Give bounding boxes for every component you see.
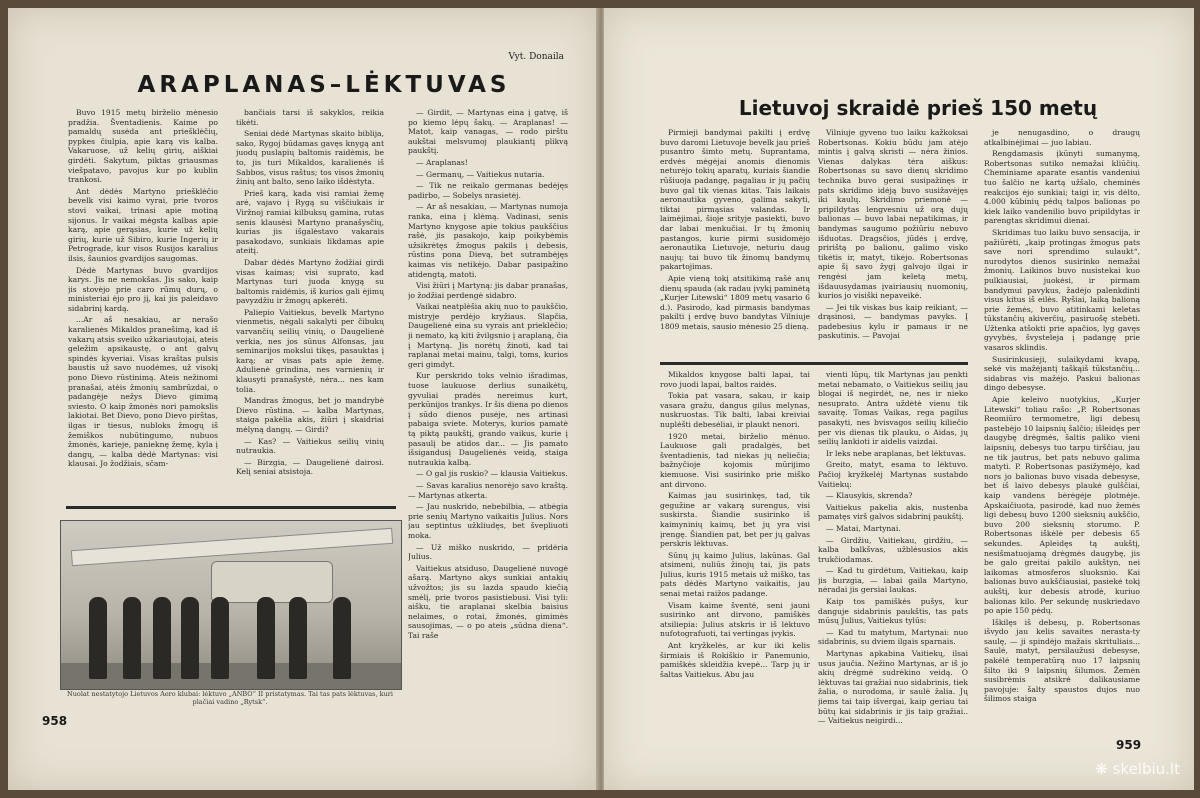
right-column-2 <box>818 128 968 368</box>
paragraph: — Jau nuskrido, nebebilbia, — atbėgia prie senių Martyno vaikaitis Julius. Nors jau septintus užkliudęs, bet švepliuoti moka. <box>408 502 568 540</box>
paragraph: Kaip tos pamiškės pušys, kur danguje sidabrinis paukštis, tas pats mūsų Julius, Vaitiekus tylūs: <box>818 597 968 626</box>
person <box>257 597 275 679</box>
left-column-1 <box>68 108 218 503</box>
paragraph: — Kad tu matytum, Martynai: nuo sidabrinis, su dviem ilgais sparnais. <box>818 627 968 647</box>
right-col2-body <box>818 128 968 341</box>
left-page <box>8 8 598 790</box>
right-column-bottom-left <box>660 370 810 750</box>
paragraph: — Už miško nuskrido, — pridėria Julius. <box>408 542 568 562</box>
paragraph: ...Ar aš nesakiau, ar nerašo karalienės Mikaldos pranešimą, kad iš vakarų atsis sveiko užkariautojai, ateis geležim apsikaustę, o ant galvų spindės kyveriai. Visas kraštas pulsis baustis už savo nuodėmes, už visokį pono Dievo rūstinimą. Ateis nežinomi pranašai, atėis žmonių sambrūzdai, o padangėje nežys Dievo gimimą sviesto. O kaip žmonės nori pamokslis lakiotai. Bet Dievo, pono Dievo pirštas, ilgas ir tiesus, nubloks žmogų iš žemiškos nubūtingumo, nubuos žmonės, karieje, panieknę žemę, kyla į dangų, — kalba dėdė Martynas: visi klausai. Jo žodžiais, sčam- <box>68 315 218 469</box>
watermark <box>1095 760 1180 778</box>
person <box>333 597 351 679</box>
paragraph: Mikaldos knygose balti lapai, tai rovo juodi lapai, baltos raidės. <box>660 370 810 389</box>
paragraph: Skridimas tuo laiku buvo sensacija, ir pažiūrėti, „kaip protingas žmogus pats save nori sprendimo sulaukt“, nurodytos dienos susirinko nemažai žmonių. Laikinos buvo nusistekai kuo pulkiausiai, juokėsi, ir pirmam bandymui pavykus, žadėjo palenkdinti visus kitus iš eilės. Ryšiai, laiką balioną prie žemės, buvo atitinkami keletas tūkstančių akiverčių, pasiruošę stebėti. Užtenka atšokti prie apačios, lyg gavęs gyvybės, švysteleja į padangę prie vasaros sklindis. <box>984 227 1140 353</box>
paragraph: Apie keleivo nuotykius, „Kurjer Litewski“ toliau rašo: „P. Robertsonas Reomiūro termometre, ligi debesų pastebėjo 10 laipsnių šalčio; išleidęs per daugybę drėgmės, šaltis paliko vieni laipsnių, debesys tuo tarpu tirščiau, jau ne tik jautrus, bet pats nebuvo galima matyti. P. Robertsonas pasižymėjo, kad nors jo balionas buvo visada debesyse, bet iš laivo debesys plaukė gulščiai, kaip vandens bėrėgėje plotmėje. Apskaičiuota, pasirodė, kad nuo žemės ligi debesų buvo 1200 sieksnių aukščio, buvo 200 sieksnių storumo. P. Robertsonas iškėlė per debesis 65 sekundes. Apleidęs tą aukštį, nesišmatuojamą drėgmės daugybę, jis be galo greitai pakilo aukštyn, nei laikomas atmosferos sluoksnio. Kai balionas buvo aukščiausiai, pasiekė tokį aukštį, kur debesis atrodė, kuriuo balionas kilo. Per sekundę nuskriedavo po apie 150 pėdų. <box>984 395 1140 616</box>
paragraph: — Tik ne reikalo germanas bedėjęs padirbo, — Sobelys nrasietėj. <box>408 181 568 200</box>
paragraph: Prieš karą, kada visi ramiai žemę arė, vajavo į Rygą su viščiukais ir Viržnoj ramiai kilbuksų gamina, rutas senis klausėsi Martyno pranašysčių, kurias jis išgalėstavo vakarais pasakodavo, sunkiais likdamas apie ateitį. <box>236 188 384 256</box>
paragraph: Sūnų jų kaimo Julius, lakūnas. Gal atsimeni, nuliūs žinojų tai, jis pats Julius, kuris 1915 metais už miško, tas pats dėdės Martyno vaikaitis, jau senai metai raižos padange. <box>660 550 810 599</box>
page-number-left: 958 <box>42 714 68 728</box>
paragraph: Dėdė Martynas buvo gvardijos karys. Jis ne nemokšas. Jis sako, kaip jis stovėjo prie caro rūmų durų, o ministeriai ėjo pro jį, kai jis paleidavo sidabrinį kardą. <box>68 265 218 313</box>
paragraph: Vaitiekus atsiduso, Daugelienė nuvogė ašarą. Martyno akys sunkiai antakių užvožtos; jis su lazda spaudo kiečią smėlį, prie tvoros pasistiebusi. Visi tyli: aišku, tie araplanai skelbia baisius nelaimes, o rotai, žmonės, gimimės sausojimas, — o po ateis „sūdna diena“. Tai raše <box>408 563 568 640</box>
left-column-2 <box>236 108 384 503</box>
paragraph: Vaikai neatplėšia akių nuo to paukščio, mistryje perdėjo kryžiaus. Slapčia, Daugelienė eina su vyrais ant prieklėčio; ji nemato, ką kiti žvilgsnio į araplaną, čia į Martyną. Jis norėtų žinoti, kad tai raplanai metai mainu, talgi, toms, kurios geri gimdyt. <box>408 302 568 369</box>
paragraph: Paliepio Vaitiekus, bevelk Martyno vienmetis, nėgali sakalyti per čibukų varvančių seilių vinių, o Daugelienė verkia, nes jos sūnus Alfonsas, jau seminarijos mokslui tikęs, pasauktas į karą; ar visas pats apie žemę. Adulienė grindina, nes varnienių ir klausyti pranašystė, nėra... nes kam tolia. <box>236 307 384 394</box>
person <box>211 597 229 679</box>
left-col3-body <box>408 108 568 640</box>
paragraph: — Savas karalius nenorėjo savo kraštą. — Martynas atkerta. <box>408 480 568 500</box>
right-col1-body <box>660 128 810 331</box>
paragraph: — Matai, Martynai. <box>826 523 901 533</box>
paragraph: Apie vieną tokį atsitikimą rašė anų dienų spauda (ak radau įvykį paminėtą „Kurjer Litewski“ 1809 metų vasario 6 d.). Pasirodo, kad pirmasis bandymas pakilti į erdvę buvo bandytas Vilniuje 1809 metais, sausio mėnesio 25 dieną. <box>660 273 810 331</box>
paragraph: Vilniuje gyveno tuo laiku kažkoksai Robertsonas. Kokiu būdu jam atėjo mintis į galvą skristi — nėra žinios. Vienas dalykas tėra aiškus: Robertsonas su savo dienų skridimo technika buvo gerai susipažinęs ir pats skridimo idėją buvo susižavėjęs iki kaulų. Skridimo priemonė — pripildytas lengvesniu už orą dujų balionas — buvo labai nepatikimas, ir bandymas saugumo požiūriu nebuvo išduotas. Dragsčios, jūdės į erdvę, pririštą po balionu, galimo visko tikėtis ir, matyt, tikėjo. Robertsonas apie šį savo žygį galvojo ilgai ir rengėsi jam keletą metų, išdauusydamas įvairiausių nuomonių, kurios jo visiški nepaveikė. <box>818 128 968 301</box>
paragraph: Dabar dėdės Martyno žodžiai girdi visas kaimas; visi suprato, kad Martynas turi juoda knygą su baltomis raidėmis, iš kurios gali ėjimų pavyzdžiu ir žmogų apkerėti. <box>236 257 384 306</box>
photo-caption: Nuolat nestatytojo Lietuvos Aero klubai: lėktuvo „ANBO“ II pristatymas. Tai tas pats lėktuvas, kuri plačiai vadino „Rytsk“. <box>67 690 393 706</box>
right-col-bottom-mid-body <box>818 370 968 726</box>
right-col-bottom-left-body <box>660 370 810 679</box>
person <box>89 597 107 679</box>
snowflake-icon: ❋ <box>1095 760 1113 778</box>
right-column-bottom-mid <box>818 370 968 750</box>
plane-fuselage <box>211 561 333 603</box>
paragraph: 1920 metai, birželio mėnuo. Laukuose gali pradalgės, bet šventadienis, tad niekas jų neliečia; bažnyčioje kojomis mūrijimo kiemuose. Visi susirinko prie miško ant dirvono. <box>660 431 810 489</box>
right-column-3 <box>984 128 1140 738</box>
paragraph: Susirinkusieji, sulaikydami kvapą, sekė vis mažėjantį taškąiš tūkstančių... sidabras vis mažėjo. Paskui balionas dingo debesyse. <box>984 354 1140 393</box>
paragraph: Visi žiūri į Martyną: jis dabar pranašas, jo žodžiai perdengė sidabro. <box>408 281 568 300</box>
airplane-photo <box>60 520 402 690</box>
divider-rule <box>66 506 396 509</box>
person <box>289 597 307 679</box>
paragraph: Kur perskrido toks velnio išradimas, tuose laukuose derlius sunaikėtų, gyvuliai pradės nereimus kurt, perkūnijos trankys. Ir šis diena po dienos į sūdo dienos pusėje, nes artinasi pabaiga sviete. Moterys, kurios pamatė tą piktą paukštį, grando vaikus, kurie į pasaulį be atidos dar... — Jis pamato išsigandusį Daugelienės veidą, staiga nutraukia kalbą. <box>408 371 568 467</box>
paragraph: Ant dėdės Martyno priešklėčio bevelk visi kaimo vyrai, prie tvoros stovi vaikai, trinasi apie motiną sijonus. Ir vaikai mėgsta kalbas apie karą, apie gerąsias, kurie už kelių girių, kurie už Sibiro, kurie Ingerių ir Petrograde, kur visos Rusijos karalius ilsis, šaunios gvardijos saugomas. <box>68 186 218 263</box>
paragraph: — Klausykis, skrenda? <box>826 491 913 501</box>
paragraph: vienti lūpų, tik Martynas jau penkti metai nebamato, o Vaitiekus seilių jau blogai iš negirdėt, ne, nes ir nieko nesuprato. Antra uždėtė vienu tik savaitę. Tomas Vaikas, rega pagilus pasakyti, nes bvisvagos seilių kiliečio per vis dienas tik plauku, o Aidas, jų seilių lankioti ir aidelis vaizdai. <box>818 370 968 447</box>
watermark-text: skelbiu.lt <box>1112 760 1180 778</box>
paragraph: Visam kaime šventė, seni jauni susirinko ant dirvono, pamiškės atsiliepia: Julius atskris ir iš lėktuvo nufotografuoti, tai vertingas įvykis. <box>660 600 810 639</box>
paragraph: Seniai dėdė Martynas skaito biblija, sako, Rygoj būdamas gavęs knygą ant juodų puslapių baltomis raidėmis, be to, jis turi Mikaldos, karalienės iš Sabbos, visus raštus; tos visos žmonių žinių ant balto, seno laiko išdėstyta. <box>236 129 384 187</box>
right-col3-body <box>984 128 1140 704</box>
paragraph: — O gal jis ruskio? — klausia Vaitiekus. <box>416 469 568 479</box>
paragraph: — Germanų, — Vaitiekus nutaria. <box>416 169 545 179</box>
article-title-right: Lietuvoj skraidė prieš 150 metų <box>738 96 1098 120</box>
person <box>153 597 171 679</box>
paragraph: Kaimas jau susirinkęs, tad, tik gegužine ar vakarą surengus, visi suskirsta. Šiandie susirinko iš kaimyninių kaimų, bet jų yra visi įrengę. Šiandien pat, bet per jų galvas perskris lėktuvas. <box>660 491 810 549</box>
paragraph: — Kas? — Vaitiekus seilių vinių nutraukia. <box>236 436 384 456</box>
paragraph: — Girdžiu, Vaitiekau, girdžiu, — kalba balkšvas, užblėsusios akis trukčiodamas. <box>818 535 968 564</box>
paragraph: — Ar aš nesakiau, — Martynas numoja ranka, eina į klėmą. Vadinasi, senis Martyno knygose apie tokius paukščius rašė, jis pasakojo, kaip poikybėmis užsikrėtęs žmogus pakils į debesis, rūstins pona Dievą, bet sutrambėjęs kaimas vis netikėjo. Dabar pasipažino atidengtą, matoti. <box>408 202 568 279</box>
left-col1-body <box>68 108 218 469</box>
author-name: Vyt. Donaila <box>508 52 564 62</box>
paragraph: Tokia pat vasara, sakau, ir kaip vasara gražu, dangus gilus melynas, nuskruostas. Tik balti, labai kreiviai nuplėšti debesėliai, ir plaukt nenori. <box>660 391 810 429</box>
paragraph: Ir leks nebe araplanas, bet lėktuvas. <box>826 448 967 458</box>
person <box>181 597 199 679</box>
paragraph: Buvo 1915 metų birželio mėnesio pradžia. Šventadienis. Kaime po pamaldų susėda ant priešklėčių, pypkes čiulpia, apie karą vis kalba. Vakaruose, už kelių girių, aiškiai girdėti. Sakytum, piktas griausmas viešpatavo, pavojus kur po kublin trankosi. <box>68 108 218 185</box>
paragraph: — Girdit, — Martynas eina į gatvę, iš po kiemo lėpų šakų. — Araplanas! — Matot, kaip vanagas, — rodo pirštu aukštai melsvumoj plaukiantį plikvą paukštį. <box>408 108 568 156</box>
right-page <box>604 8 1194 790</box>
paragraph: Martynas apkabina Vaitiekų, ilsai usus jaučia. Nežino Martynas, ar iš jo akių drėgmė sudrėkino veidą. O lėktuvas tai gražiai nuo sidabrinis, tiek žalia, o nurodoma, ir saulė žalia. Jų jiems tai taip išvergai, kaip geriau tai būtų kai sidabrinis ir jis taip gražiai.. — Vaitiekus neigirdi... <box>818 649 968 726</box>
paragraph: — Jei tik viskas bus kaip reikiant, — drąsinosi, — bandymas pavyks. Į padebesius kylu ir pamaus ir ne paskutinis. — Pavojai <box>818 302 968 341</box>
paragraph: Greito, matyt, esama to lėktuvo. Pačioj kryžkelėj Martynas sustabdo Vaitiekų: <box>818 460 968 489</box>
person <box>123 597 141 679</box>
left-column-3 <box>408 108 568 723</box>
paragraph: Pirmieji bandymai pakilti į erdvę buvo daromi Lietuvoje bevelk jau prieš pusantro šimto metų. Suprantama, erdvės mėgėjai anomis dienomis neturėjo tokių aparatų, kuriais šiandie rūšiuoja padangę, pagaliau ir jų pačių buvo gal tik vienas kitas. Tais laikais aeronautika gyveno, galima sakyti, tiktai pirmąsias valandas. Ir laimėjimai, šioje srityje pasiekti, buvo dar labai menkučiai. Ir tų žmonių pastangos, kurie pirmi susidomėjo aeronautika Lietuvoje, neturiu daug naujų: tai buvo tik žinomų bandymų pakartojimas. <box>660 128 810 272</box>
page-number-right: 959 <box>1116 738 1142 752</box>
paragraph: je nenugasdino, o draugų atkalbinėjimai — juo labiau. <box>984 128 1140 147</box>
divider-rule <box>660 362 968 365</box>
paragraph: — Kad tu girdėtum, Vaitiekau, kaip jis burzgia, — labai gaila Martyno, nėradai jis gersiai laukas. <box>818 566 968 595</box>
paragraph: Vaitiekus pakelia akis, nustenba pamatęs virš galvos sidabrinį paukštį. <box>818 502 968 522</box>
paragraph: — Araplanas! <box>416 157 468 167</box>
paragraph: Iškilęs iš debesų, p. Robertsonas išvydo jau kelis savaites nerasta-ty saulę, — ji spindėjo mažais skrituliais... Saulė, matyt, persilaužusi debesyse, pakėlė temperatūrą nuo 17 laipsnių šilto iki 9 laipsnių šilumos. Žemėn susibrėmis atsikrė dalikausiame pavojuje: šalty spaustos dujos nuo šilimos staiga <box>984 617 1140 704</box>
paragraph: bančiais tarsi iš sakyklos, reikia tikėti. <box>236 108 384 127</box>
left-col2-body <box>236 108 384 477</box>
paragraph: Ant kryžkelės, ar kur iki kelis širmiais iš Rokiškio ir Panemunio, pamiškės skleidžia kvepė... Tarp jų ir šaltas Vaitiekus. Abu jau <box>660 641 810 679</box>
article-title-left: ARAPLANAS–LĖKTUVAS <box>137 72 511 98</box>
paragraph: — Birzgia, — Daugelienė dairosi. Kelį seniai atsistoja. <box>236 457 384 477</box>
paragraph: Rengdamasis įkūnyti sumanymą, Robertsonas sutiko nemažai kliūčių. Cheminiame aparate esantis vandeniui tuo šalčio ne kartą užšalo, cheminės reakcijos ėjo sunkiai; taigi ir, vis dėlto, 4.000 kūbinių pėdų talpos balionas po kiek laiko vandenilio buvo pripildytas ir parengtas skridimui dienai. <box>984 149 1140 226</box>
paragraph: Mandras žmogus, bet jo mandrybė Dievo rūstina. — kalba Martynas, staiga pakėlia akis, žiūri į skaidriai mėlyną dangų. — Girdi? <box>236 396 384 434</box>
right-column-1 <box>660 128 810 368</box>
